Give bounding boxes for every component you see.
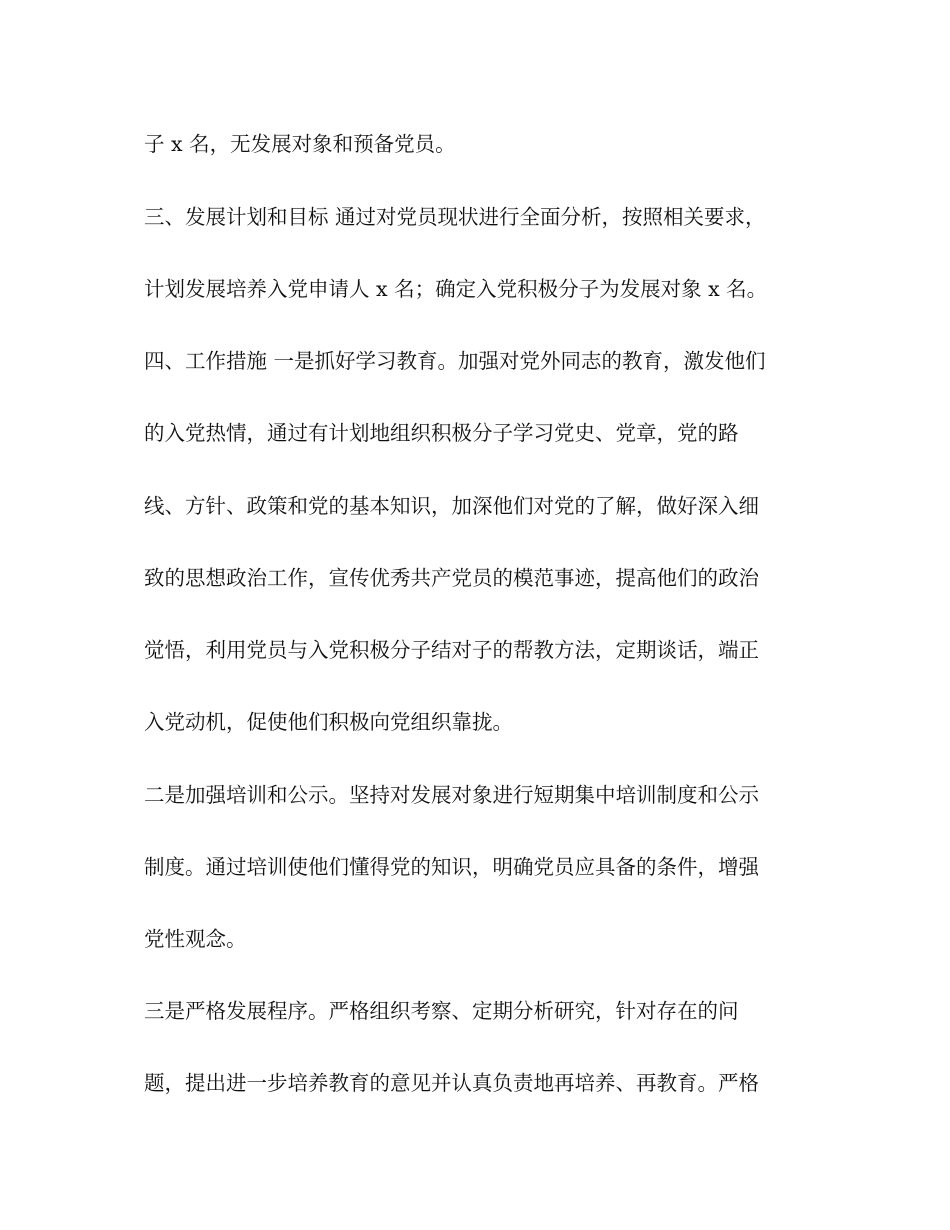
paragraph-line: 三是严格发展程序。严格组织考察、定期分析研究，针对存在的问: [144, 999, 739, 1023]
paragraph-line: 子 x 名，无发展对象和预备党员。: [144, 132, 456, 156]
paragraph-line: 三、发展计划和目标 通过对党员现状进行全面分析，按照相关要求，: [144, 205, 766, 229]
paragraph-line: 觉悟，利用党员与入党积极分子结对子的帮教方法，定期谈话，端正: [144, 638, 759, 662]
paragraph-line: 四、工作措施 一是抓好学习教育。加强对党外同志的教育，激发他们: [144, 349, 766, 373]
paragraph-line: 计划发展培养入党申请人 x 名；确定入党积极分子为发展对象 x 名。: [144, 277, 768, 301]
paragraph-line: 制度。通过培训使他们懂得党的知识，明确党员应具备的条件，增强: [144, 855, 759, 879]
paragraph-line: 致的思想政治工作，宣传优秀共产党员的模范事迹，提高他们的政治: [144, 566, 759, 590]
paragraph-line: 的入党热情，通过有计划地组织积极分子学习党史、党章，党的路: [144, 421, 739, 445]
paragraph-line: 线、方针、政策和党的基本知识，加深他们对党的了解，做好深入细: [144, 494, 759, 518]
paragraph-line: 二是加强培训和公示。坚持对发展对象进行短期集中培训制度和公示: [144, 783, 759, 807]
paragraph-line: 题，提出进一步培养教育的意见并认真负责地再培养、再教育。严格: [144, 1071, 759, 1095]
paragraph-line: 党性观念。: [144, 927, 247, 951]
paragraph-line: 入党动机，促使他们积极向党组织靠拢。: [144, 710, 513, 734]
